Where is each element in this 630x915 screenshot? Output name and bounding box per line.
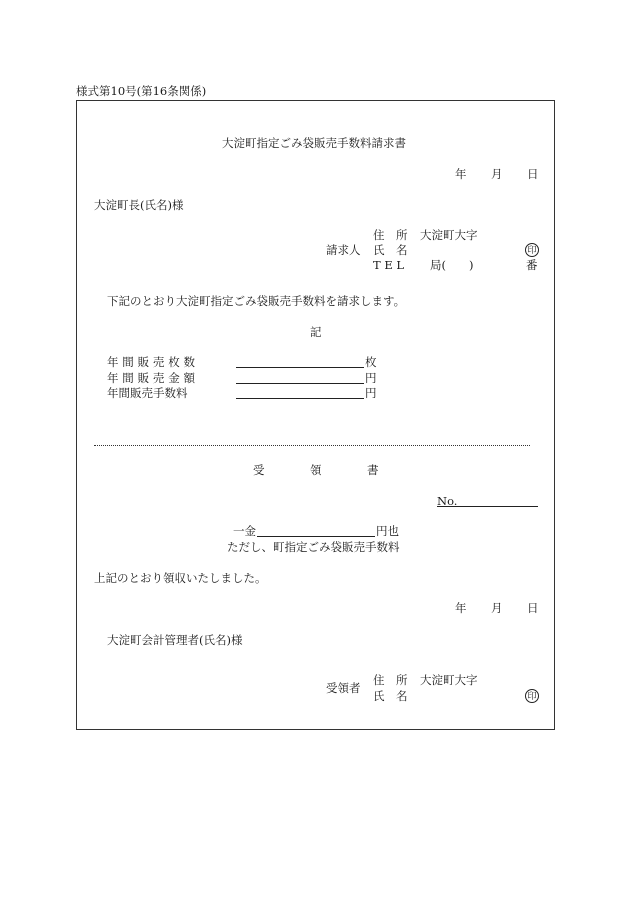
row-label-fee: 年間販売手数料 <box>107 386 188 400</box>
row-blank-sheets[interactable] <box>236 367 364 368</box>
row-blank-fee[interactable] <box>236 398 364 399</box>
row-blank-sales[interactable] <box>236 383 364 384</box>
row-unit-sales: 円 <box>365 371 377 385</box>
row-label-sheets: 年間販売枚数 <box>107 355 199 369</box>
receipt-title-char-3: 書 <box>367 463 379 477</box>
recipient-name-label: 氏 名 <box>373 689 408 703</box>
claimant-address-label: 住 所 <box>373 228 408 242</box>
claimant-tel-label: T E L <box>373 258 405 272</box>
request-body: 下記のとおり大淀町指定ごみ袋販売手数料を請求します。 <box>107 294 406 308</box>
receipt-addressee: 大淀町会計管理者(氏名)様 <box>107 633 243 647</box>
receipt-amount-suffix: 円也 <box>376 524 399 538</box>
recipient-address-value: 大淀町大字 <box>420 673 478 687</box>
receipt-date-month: 月 <box>491 601 503 615</box>
claimant-role: 請求人 <box>326 243 361 257</box>
cut-line <box>94 445 530 446</box>
claimant-tel-number: 番 <box>526 258 538 272</box>
request-date-year: 年 <box>455 167 467 181</box>
receipt-title-char-1: 受 <box>253 463 265 477</box>
receipt-no-label: No. <box>437 494 458 508</box>
recipient-seal: 印 <box>525 689 539 703</box>
request-date-day: 日 <box>527 167 539 181</box>
receipt-note: ただし、町指定ごみ袋販売手数料 <box>227 540 400 554</box>
claimant-tel-area: 局( ) <box>430 258 474 272</box>
receipt-no-blank[interactable] <box>437 506 538 507</box>
recipient-address-label: 住 所 <box>373 673 408 687</box>
row-label-sales: 年間販売金額 <box>107 371 199 385</box>
recipient-role: 受領者 <box>326 681 361 695</box>
receipt-statement: 上記のとおり領収いたしました。 <box>94 571 267 585</box>
form-number: 様式第10号(第16条関係) <box>76 84 207 98</box>
request-addressee: 大淀町長(氏名)様 <box>94 198 184 212</box>
row-unit-sheets: 枚 <box>365 355 377 369</box>
receipt-amount-prefix: 一金 <box>233 524 256 538</box>
request-title: 大淀町指定ごみ袋販売手数料請求書 <box>222 136 406 150</box>
receipt-date-day: 日 <box>527 601 539 615</box>
request-ki: 記 <box>310 325 322 339</box>
receipt-amount-blank[interactable] <box>257 536 375 537</box>
row-unit-fee: 円 <box>365 386 377 400</box>
receipt-title-char-2: 領 <box>310 463 322 477</box>
claimant-name-label: 氏 名 <box>373 243 408 257</box>
request-date-month: 月 <box>491 167 503 181</box>
claimant-seal: 印 <box>525 243 539 257</box>
claimant-address-value: 大淀町大字 <box>420 228 478 242</box>
receipt-date-year: 年 <box>455 601 467 615</box>
